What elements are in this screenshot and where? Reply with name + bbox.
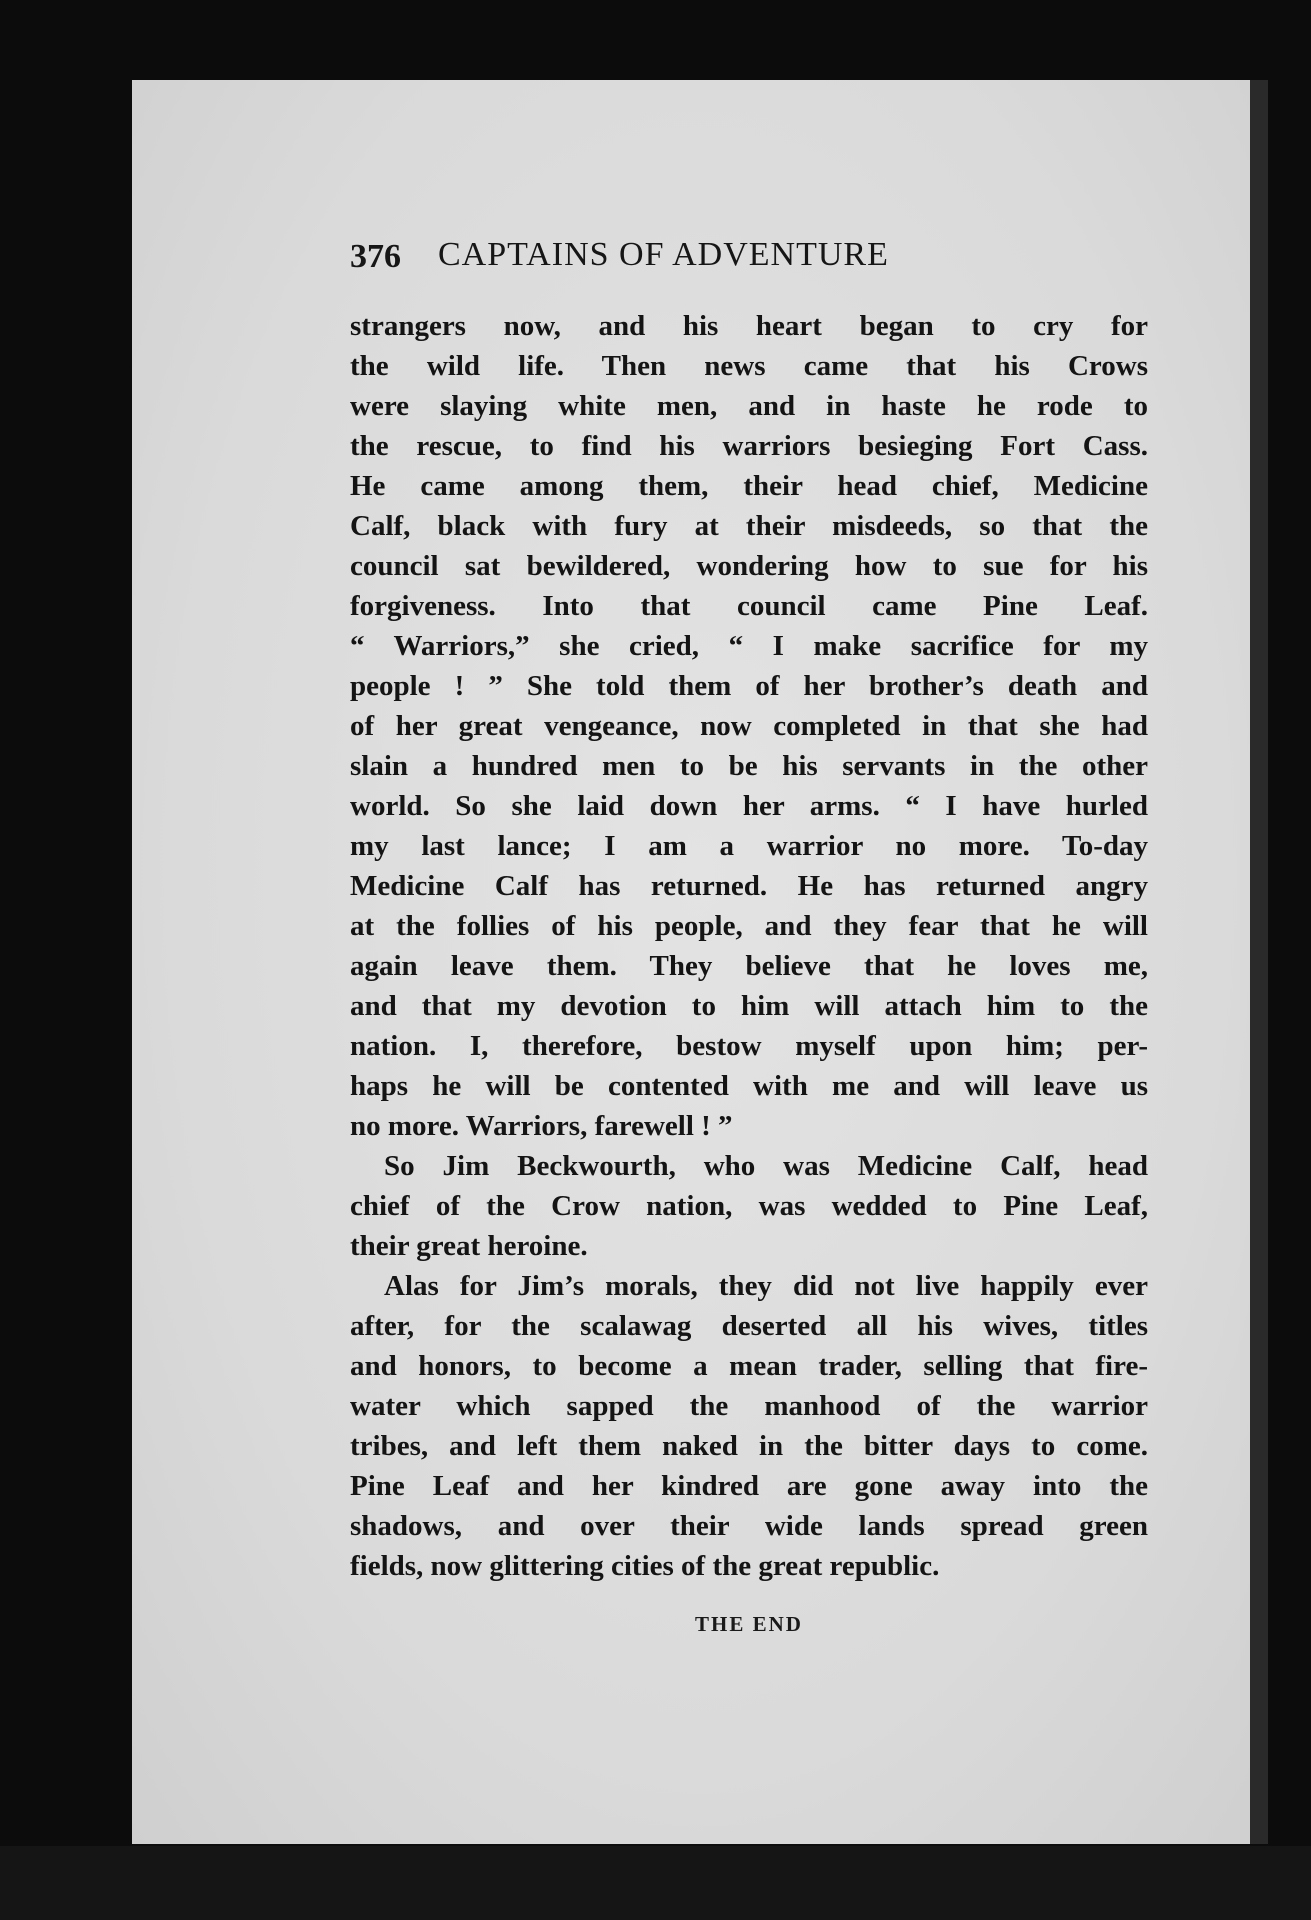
text-line: strangers now, and his heart began to cry for [350,310,1148,342]
text-line: water which sapped the manhood of the warrior [350,1390,1148,1422]
text-line: Medicine Calf has returned. He has returned angry [350,870,1148,902]
text-line: He came among them, their head chief, Medicine [350,470,1148,502]
text-line: haps he will be contented with me and will leave us [350,1070,1148,1102]
text-line: after, for the scalawag deserted all his wives, titles [350,1310,1148,1342]
text-line: world. So she laid down her arms. “ I have hurled [350,790,1148,822]
book-title: CAPTAINS OF ADVENTURE [438,236,889,273]
text-line: the rescue, to find his warriors besieging Fort Cass. [350,430,1148,462]
text-line: people ! ” She told them of her brother’s death and [350,670,1148,702]
running-head [350,236,1150,296]
text-line: again leave them. They believe that he loves me, [350,950,1148,982]
text-line: Alas for Jim’s morals, they did not live happily ever [384,1270,1148,1302]
text-line: So Jim Beckwourth, who was Medicine Calf, head [384,1150,1148,1182]
text-line: of her great vengeance, now completed in that she had [350,710,1148,742]
text-line: nation. I, therefore, bestow myself upon him; per- [350,1030,1148,1062]
text-line: my last lance; I am a warrior no more. To-day [350,830,1148,862]
text-line: council sat bewildered, wondering how to sue for his [350,550,1148,582]
text-line: and honors, to become a mean trader, selling that fire- [350,1350,1148,1382]
text-line: chief of the Crow nation, was wedded to Pine Leaf, [350,1190,1148,1222]
text-line: no more. Warriors, farewell ! ” [350,1110,733,1142]
scan-border-bottom [0,1846,1311,1920]
text-line: forgiveness. Into that council came Pine Leaf. [350,590,1148,622]
text-line: “ Warriors,” she cried, “ I make sacrifice for my [350,630,1148,662]
text-line: their great heroine. [350,1230,588,1262]
page-number: 376 [350,238,401,275]
text-line: and that my devotion to him will attach him to the [350,990,1148,1022]
page-edge-shadow [1250,80,1268,1844]
body-text [350,306,1148,1586]
text-line: were slaying white men, and in haste he rode to [350,390,1148,422]
text-line: tribes, and left them naked in the bitter days to come. [350,1430,1148,1462]
text-line: the wild life. Then news came that his Crows [350,350,1148,382]
text-line: fields, now glittering cities of the great republic. [350,1550,940,1582]
text-line: slain a hundred men to be his servants in the other [350,750,1148,782]
text-line: Calf, black with fury at their misdeeds, so that the [350,510,1148,542]
text-line: shadows, and over their wide lands spread green [350,1510,1148,1542]
text-line: at the follies of his people, and they fear that he will [350,910,1148,942]
the-end-label: THE END [695,1612,803,1636]
text-line: Pine Leaf and her kindred are gone away into the [350,1470,1148,1502]
